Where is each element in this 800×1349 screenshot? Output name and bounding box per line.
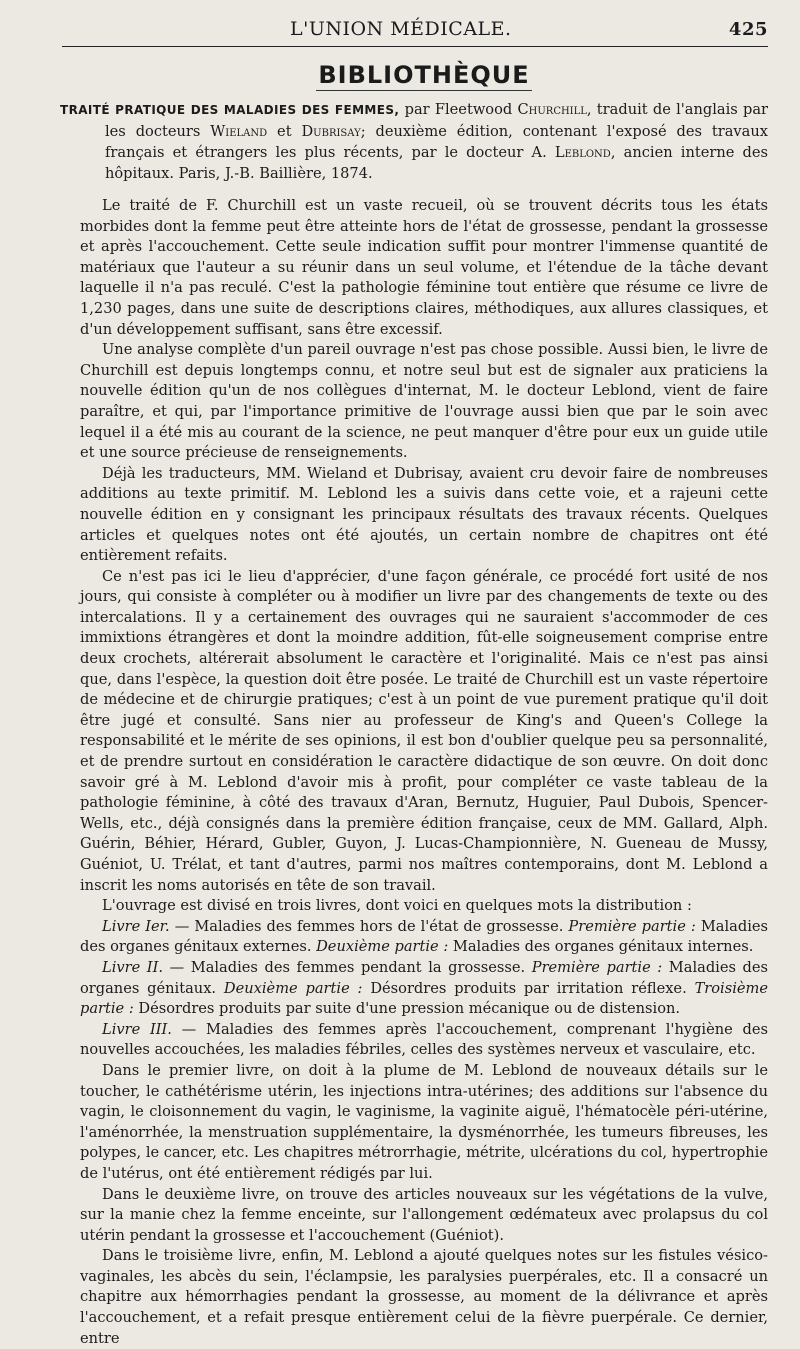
section-title: BIBLIOTHÈQUE [318,61,530,89]
paragraph: Ce n'est pas ici le lieu d'apprécier, d'une façon générale, ce procédé fort usité de nos jours, qui consiste à compléter ou à modifier un livre par des changements de texte ou des intercalations. Il y a certainement des ouvrages qui ne sauraient s'accommoder de ces immixtions étrangères et dont la moindre addition, fût-elle soigneusement comprise entre deux crochets, altérerait absolument le caractère et l'originalité. Mais ce n'est pas ainsi que, dans l'espèce, la question doit être posée. Le traité de Churchill est un vaste répertoire de médecine et de chirurgie pratiques; c'est à un point de vue purement pratique qu'il doit être jugé et consulté. Sans nier au professeur de King's and Queen's College la responsabilité et le mérite de ses opinions, il est bon d'oublier quelque peu sa personnalité, et de prendre surtout en considération le caractère didactique de son œuvre. On doit donc savoir gré à M. Leblond d'avoir mis à profit, pour compléter ce vaste tableau de la pathologie féminine, à côté des travaux d'Aran, Bernutz, Huguier, Paul Dubois, Spencer-Wells, etc., déjà consignés dans la première édition française, ceux de MM. Gallard, Alph. Guérin, Béhier, Hérard, Gubler, Guyon, J. Lucas-Championnière, N. Gueneau de Mussy, Guéniot, U. Trélat, et tant d'autres, parmi nos maîtres contemporains, dont M. Leblond a inscrit les noms autorisés en tête de son travail. [80,567,768,894]
header-rule [62,46,768,47]
author-name: Churchill [517,101,587,118]
translator-1: Wieland [210,123,268,140]
paragraph: Dans le deuxième livre, on trouve des articles nouveaux sur les végétations de la vulve, sur la manie chez la femme enceinte, sur l'allongement œdémateux avec prolapsus du col utérin pendant la grossesse et l'accouchement (Guéniot). [80,1185,768,1244]
paragraph: L'ouvrage est divisé en trois livres, dont voici en quelques mots la distribution : [102,897,692,915]
article-body [80,196,768,1349]
editor-name: A. Leblond [531,144,611,161]
paragraph: Le traité de F. Churchill est un vaste recueil, où se trouvent décrits tous les états morbides dont la femme peut être atteinte hors de l'état de grossesse, pendant la grossesse et après l'accouchement. Cette seule indication suffit pour montrer l'immense quantité de matériaux que l'auteur a su réunir dans un seul volume, et l'étendue de la tâche devant laquelle il n'a pas reculé. C'est la pathologie féminine tout entière que résume ce livre de 1,230 pages, dans une suite de descriptions claires, méthodiques, aux allures classiques, et d'un développement suffisant, sans être excessif. [80,197,768,338]
paragraph: Déjà les traducteurs, MM. Wieland et Dubrisay, avaient cru devoir faire de nombreuses additions au texte primitif. M. Leblond les a suivis dans cette voie, et a rajeuni cette nouvelle édition en y consignant les principaux résultats des travaux récents. Quelques articles et quelques notes ont été ajoutés, un certain nombre de chapitres ont été entièrement refaits. [80,464,768,565]
bibliographic-entry: TRAITÉ PRATIQUE DES MALADIES DES FEMMES, par Fleetwood Churchill, traduit de l'anglais par les docteurs Wieland et Dubrisay; deuxième édition, contenant l'exposé des travaux français et étrangers les plus récents, par le docteur A. Leblond, ancien interne des hôpitaux. Paris, J.-B. Baillière, 1874. [60,101,769,182]
paragraph: Dans le premier livre, on doit à la plume de M. Leblond de nouveaux détails sur le toucher, le cathétérisme utérin, les injections intra-utérines; des additions sur l'absence du vagin, le cloisonnement du vagin, le vaginisme, la vaginite aiguë, l'hématocèle péri-utérine, l'aménorrhée, la menstruation supplémentaire, la dysménorrhée, les tumeurs fibreuses, les polypes, le cancer, etc. Les chapitres métrorrhagie, métrite, ulcérations du col, hypertrophie de l'utérus, ont été entièrement rédigés par lui. [80,1061,768,1182]
page-number: 425 [728,19,768,40]
running-head [80,18,768,40]
livre-2: Livre II. — Maladies des femmes pendant la grossesse. Première partie : Maladies des organes génitaux. Deuxième partie : Désordres produits par irritation réflexe. Troisième partie : Désordres produits par suite d'une pression mécanique ou de distension. [80,958,769,1018]
translator-2: Dubrisay [301,123,361,140]
livre-3: Livre III. — Maladies des femmes après l'accouchement, comprenant l'hygiène des nouvelles accouchées, les maladies fébriles, celles des systèmes nerveux et vasculaire, etc. [80,1020,768,1059]
journal-title: L'UNION MÉDICALE. [290,18,512,40]
paragraph: Une analyse complète d'un pareil ouvrage n'est pas chose possible. Aussi bien, le livre de Churchill est depuis longtemps connu, et notre seul but est de signaler aux praticiens la nouvelle édition qu'un de nos collègues d'internat, M. le docteur Leblond, vient de faire paraître, et qui, par l'importance primitive de l'ouvrage aussi bien que par le soin avec lequel il a été mis au courant de la science, ne peut manquer d'être pour eux un guide utile et une source précieuse de renseignements. [80,341,768,462]
livre-1: Livre Ier. — Maladies des femmes hors de l'état de grossesse. Première partie : Maladies des organes génitaux externes. Deuxième partie : Maladies des organes génitaux internes. [80,917,768,956]
paragraph: Dans le troisième livre, enfin, M. Leblond a ajouté quelques notes sur les fistules vésico-vaginales, les abcès du sein, l'éclampsie, les paralysies puerpérales, etc. Il a consacré un chapitre aux hémorrhagies pendant la grossesse, au moment de la délivrance et après l'accouchement, et a refait presque entièrement celui de la fièvre puerpérale. Ce dernier, entre [80,1247,768,1347]
work-title: TRAITÉ PRATIQUE DES MALADIES DES FEMMES, [60,103,400,117]
